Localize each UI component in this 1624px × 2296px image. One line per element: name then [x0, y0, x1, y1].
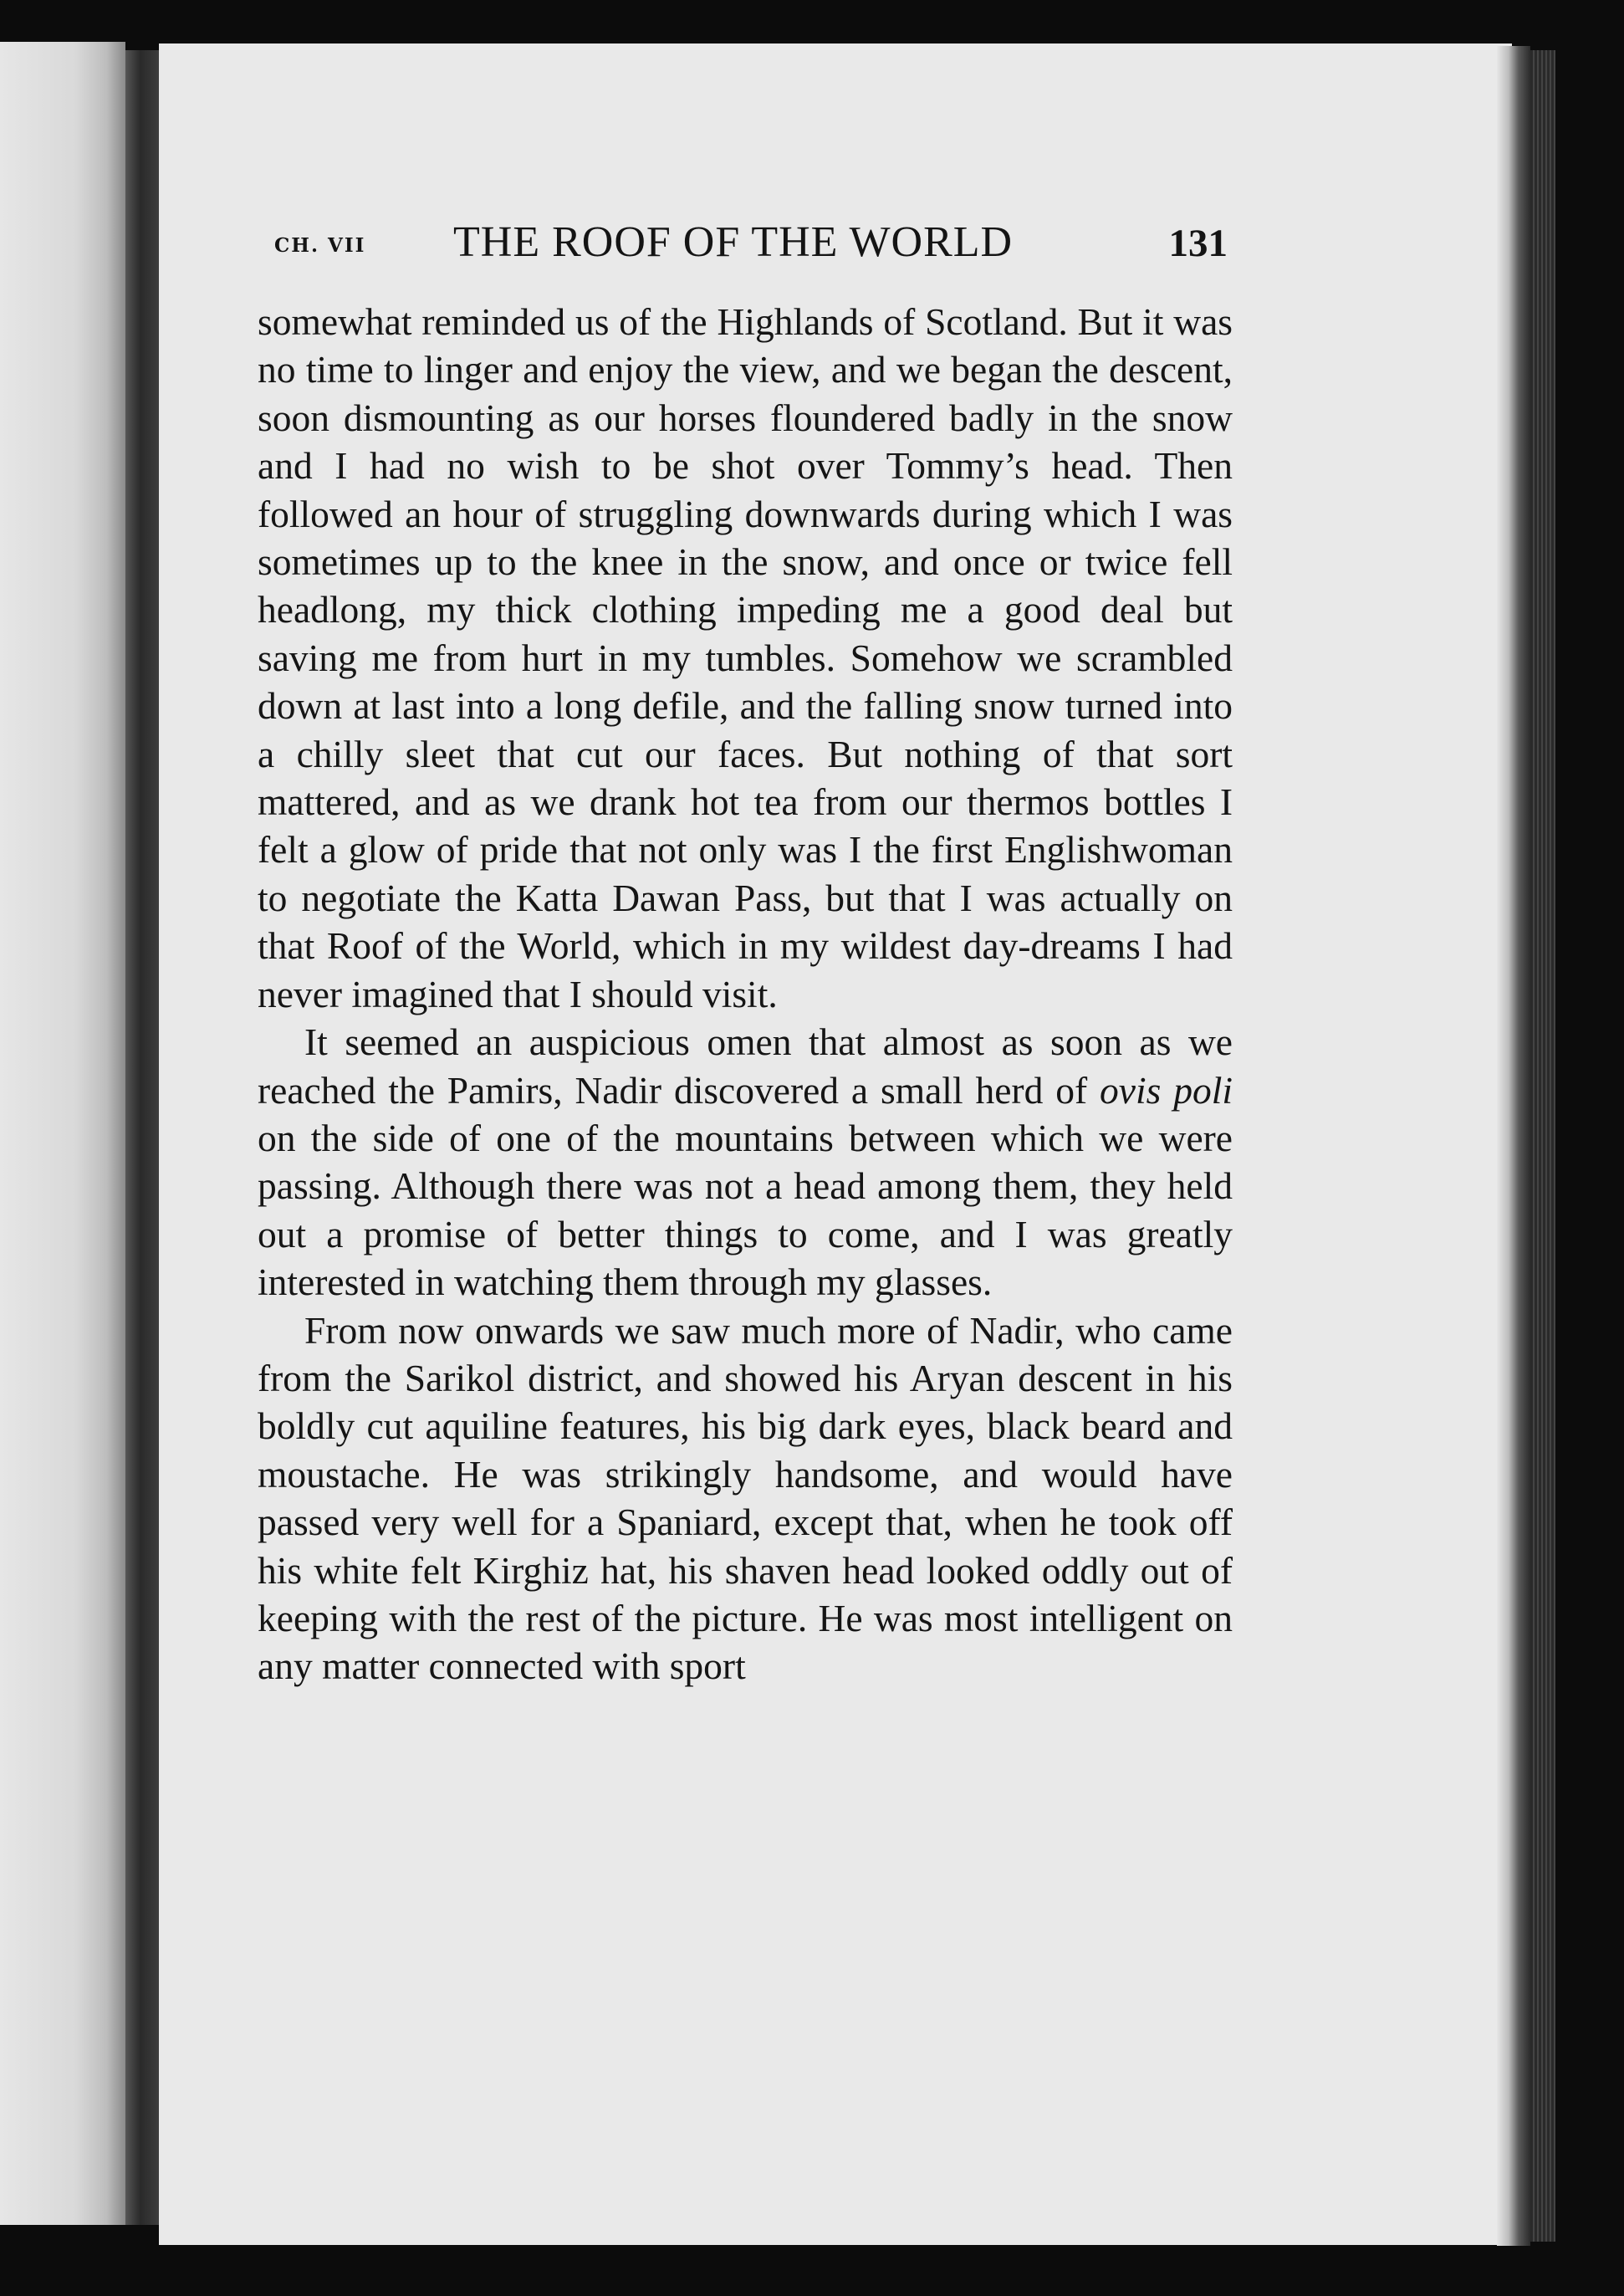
italic-term: ovis poli: [1100, 1068, 1233, 1112]
body-text: [258, 298, 1233, 1690]
paragraph-2: [258, 1018, 1233, 1306]
chapter-label: CH. VII: [274, 234, 366, 257]
paragraph-2-text-start: It seemed an auspicious omen that almost as soon as we reached the Pamirs, Nadir discovered a small herd of: [258, 1020, 1233, 1112]
paragraph-2-text-end: on the side of one of the mountains between which we were passing. Although there was not a head among them, they held out a promise of better things to come, and I was greatly interested in watching them through my glasses.: [258, 1116, 1233, 1304]
left-page-margin: [0, 42, 125, 2225]
page-number: 131: [1168, 222, 1228, 265]
paragraph-3: From now onwards we saw much more of Nadir, who came from the Sarikol district, and showed his Aryan descent in his boldly cut aquiline features, his big dark eyes, black beard and moustache. He was strikingly handsome, and would have passed very well for a Spaniard, except that, when he took off his white felt Kirghiz hat, his shaven head looked oddly out of keeping with the rest of the picture. He was most intelligent on any matter connected with sport: [258, 1308, 1233, 1688]
paragraph-1: somewhat reminded us of the Highlands of Scotland. But it was no time to linger and enjoy the view, and we began the descent, soon dismounting as our horses floundered badly in the snow and I had no wish to be shot over Tommy’s head. Then followed an hour of struggling downwards during which I was sometimes up to the knee in the snow, and once or twice fell headlong, my thick clothing impeding me a good deal but saving me from hurt in my tumbles. Somehow we scrambled down at last into a long defile, and the falling snow turned into a chilly sleet that cut our faces. But nothing of that sort mattered, and as we drank hot tea from our thermos bottles I felt a glow of pride that not only was I the first Englishwoman to negotiate the Katta Dawan Pass, but that I was actually on that Roof of the World, which in my wildest day-dreams I had never imagined that I should visit.: [258, 300, 1233, 1015]
page-stack-edge: [1530, 50, 1555, 2242]
page-edge: [1497, 46, 1530, 2246]
book-gutter: [125, 50, 159, 2225]
running-header: [274, 216, 1228, 274]
running-title: THE ROOF OF THE WORLD: [453, 218, 1014, 266]
